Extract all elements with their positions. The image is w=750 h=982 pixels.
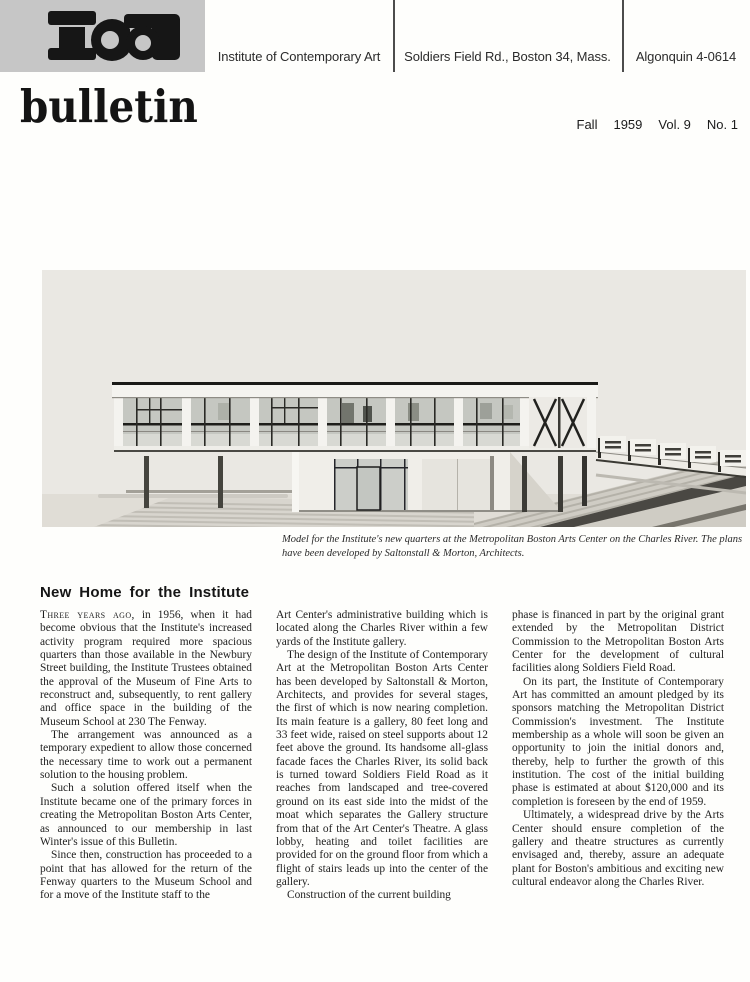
paragraph: Three years ago, in 1956, when it had become obvious that the Institute's increased activity program required more spacious quarters than those available in the Newbury Street building, the Institute Trustees obtained the approval of the Museum of Fine Arts to reconstruct and, subsequently, to rent gallery and office space in the building of the Museum School at 230 The Fenway. [40, 609, 252, 728]
paragraph: Art Center's administrative building which is located along the Charles River within a few yards of the Institute gallery. [276, 609, 488, 648]
org-name: Institute of Contemporary Art [217, 49, 381, 64]
lead-small-caps: Three years ago, [40, 609, 135, 621]
issue-number: No. 1 [706, 117, 738, 132]
bulletin-wordmark: bulletin [20, 80, 198, 133]
article-body [40, 609, 724, 903]
masthead-divider [622, 0, 624, 72]
model-photo [42, 270, 746, 527]
issue-year: 1959 [613, 117, 643, 132]
paragraph: The design of the Institute of Contemporary Art at the Metropolitan Boston Arts Center has been developed by Saltonstall & Morton, Architects, and provides for several stages, the first of which is now nearing completion. Its main feature is a gallery, 80 feet long and 33 feet wide, raised on steel supports about 12 feet above the ground. Its handsome all-glass facade faces the Charles River, its solid back is turned toward Soldiers Field Road as it reaches from landscaped and tree-covered ground on its east side into the midst of the moat which separates the Gallery structure from that of the Art Center's Theatre. A glass lobby, heating and toilet facilities are provided for on the ground floor from which a flight of stairs leads up into the center of the gallery. [276, 649, 488, 888]
ica-logo [0, 0, 205, 72]
issue-season: Fall [576, 117, 598, 132]
paragraph: Construction of the current building [287, 889, 451, 902]
paragraph: The arrangement was announced as a temporary expedient to allow those concerned the necessary time to work out a permanent solution to the housing problem. [40, 729, 252, 782]
paragraph: Such a solution offered itself when the Institute became one of the primary forces in creating the Metropolitan Boston Arts Center, as announced to our membership in last Winter's issue of this Bulletin. [40, 782, 252, 848]
issue-line [577, 117, 738, 132]
org-phone: Algonquin 4-0614 [635, 49, 737, 64]
paragraph: Since then, construction has proceeded to a point that has allowed for the return of the Fenway quarters to the Museum School and for a move of the Institute staff to the [40, 849, 252, 902]
model-photo-illustration [42, 270, 746, 527]
masthead-divider [393, 0, 395, 72]
paragraph: Ultimately, a widespread drive by the Arts Center should ensure completion of the gallery and theatre structures as currently envisaged and, thereby, assure an adequate plant for Boston's ambitious and exciting new cultural endeavor along the Charles River. [512, 809, 724, 888]
paragraph: On its part, the Institute of Contemporary Art has committed an amount pledged by its sponsors matching the Metropolitan District Commission's investment. The Institute membership as a whole will soon be given an opportunity to join the initial donors and, thereby, help to further the growth of this institution. The cost of the initial building phase is estimated at about $120,000 and its completion is foreseen by the end of 1959. [512, 675, 724, 808]
text-column-2 [276, 609, 488, 903]
ica-logo-icon [0, 0, 205, 72]
paragraph: phase is financed in part by the original grant extended by the Metropolitan District Commission to the Metropolitan Boston Arts Center for the development of cultural facilities along Soldiers Field Road. [512, 609, 724, 675]
article-heading: New Home for the Institute [40, 584, 250, 601]
text-column-1 [40, 609, 252, 903]
text-column-3 [512, 609, 724, 903]
org-address: Soldiers Field Rd., Boston 34, Mass. [404, 49, 611, 64]
issue-volume: Vol. 9 [658, 117, 691, 132]
photo-caption: Model for the Institute's new quarters at the Metropolitan Boston Arts Center on the Charles River. The plans have been developed by Saltonstall & Morton, Architects. [282, 534, 743, 559]
